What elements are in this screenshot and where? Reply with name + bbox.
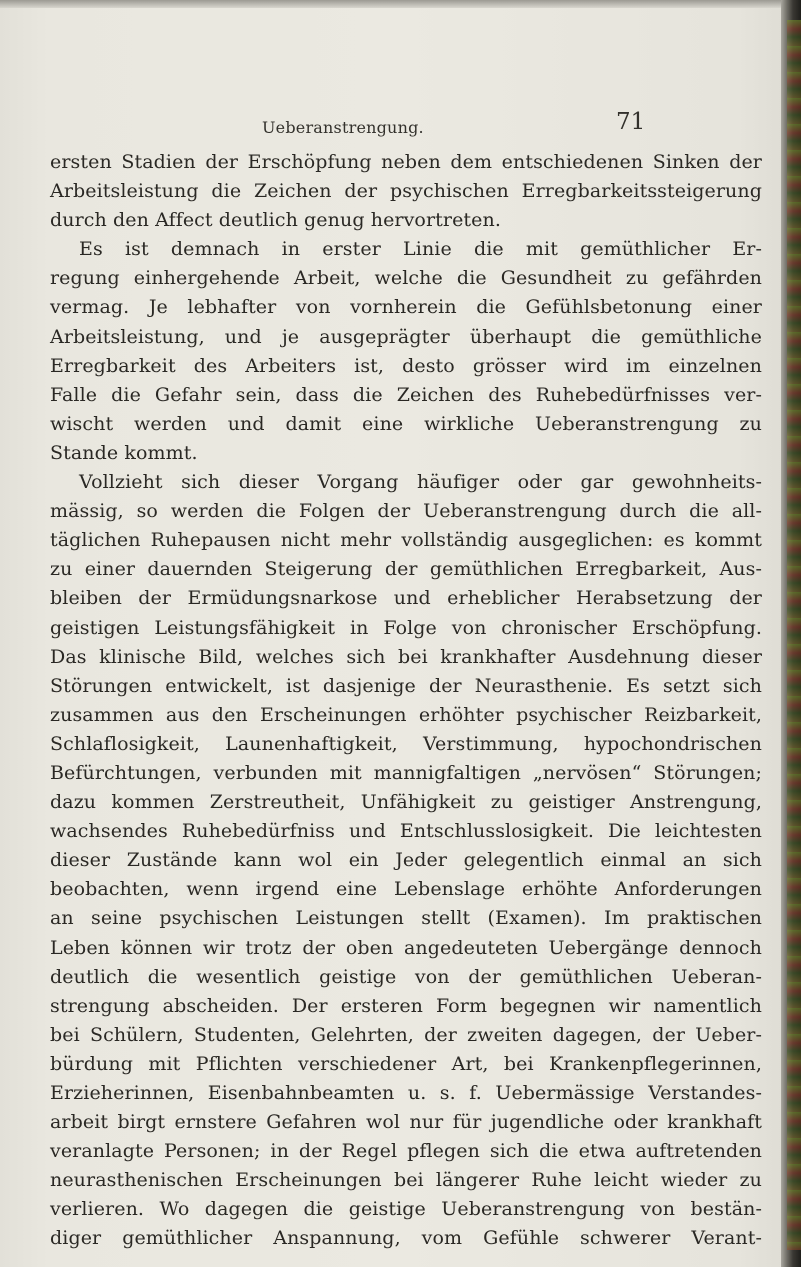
text-line: Das klinische Bild, welches sich bei krankhafter Ausdehnung dieser <box>50 645 762 668</box>
text-line: an seine psychischen Leistungen stellt (Examen). Im praktischen <box>50 907 762 930</box>
text-line: regung einhergehende Arbeit, welche die Gesundheit zu gefährden <box>50 267 762 290</box>
text-line: Es ist demnach in erster Linie die mit gemüthlicher Er- <box>79 238 762 261</box>
text-line: dazu kommen Zerstreutheit, Unfähigkeit zu geistiger Anstrengung, <box>50 791 762 814</box>
text-line: strengung abscheiden. Der ersteren Form begegnen wir namentlich <box>50 994 762 1017</box>
text-line: bürdung mit Pflichten verschiedener Art, bei Krankenpflegerinnen, <box>50 1052 762 1075</box>
page-number: 71 <box>616 109 646 135</box>
text-line: wischt werden und damit eine wirkliche Ueberanstrengung zu <box>50 412 762 435</box>
text-line: vermag. Je lebhafter von vornherein die Gefühlsbetonung einer <box>50 296 762 319</box>
text-line: mässig, so werden die Folgen der Ueberanstrengung durch die all- <box>50 500 762 523</box>
text-line: neurasthenischen Erscheinungen bei längerer Ruhe leicht wieder zu <box>50 1169 762 1192</box>
text-line: verlieren. Wo dagegen die geistige Ueberanstrengung von bestän- <box>50 1198 762 1221</box>
body-text <box>50 148 762 1254</box>
text-line: Arbeitsleistung, und je ausgeprägter überhaupt die gemüthliche <box>50 325 762 348</box>
text-line: Schlaflosigkeit, Launenhaftigkeit, Verstimmung, hypochondrischen <box>50 732 762 755</box>
text-line: arbeit birgt ernstere Gefahren wol nur für jugendliche oder krankhaft <box>50 1111 762 1134</box>
text-line: veranlagte Personen; in der Regel pflegen sich die etwa auftretenden <box>50 1140 762 1163</box>
text-line: ersten Stadien der Erschöpfung neben dem entschiedenen Sinken der <box>50 151 762 173</box>
text-line: Störungen entwickelt, ist dasjenige der Neurasthenie. Es setzt sich <box>50 674 762 697</box>
text-line: wachsendes Ruhebedürfniss und Entschlusslosigkeit. Die leichtesten <box>50 820 762 843</box>
text-line: bleiben der Ermüdungsnarkose und erheblicher Herabsetzung der <box>50 587 762 610</box>
text-line: durch den Affect deutlich genug hervortreten. <box>50 209 501 232</box>
text-line: täglichen Ruhepausen nicht mehr vollständig ausgeglichen: es kommt <box>50 529 762 552</box>
text-line: diger gemüthlicher Anspannung, vom Gefühle schwerer Verant- <box>50 1227 762 1250</box>
text-line: beobachten, wenn irgend eine Lebenslage erhöhte Anforderungen <box>50 878 762 901</box>
text-line: Erregbarkeit des Arbeiters ist, desto grösser wird im einzelnen <box>50 354 762 377</box>
text-line: bei Schülern, Studenten, Gelehrten, der zweiten dagegen, der Ueber- <box>50 1023 762 1046</box>
text-line: Erzieherinnen, Eisenbahnbeamten u. s. f. Uebermässige Verstandes- <box>50 1082 762 1104</box>
text-line: Befürchtungen, verbunden mit mannigfaltigen „nervösen“ Störungen; <box>50 761 762 784</box>
page-top-shadow <box>0 0 801 8</box>
text-line: Leben können wir trotz der oben angedeuteten Uebergänge dennoch <box>50 936 762 959</box>
text-line: Falle die Gefahr sein, dass die Zeichen des Ruhebedürfnisses ver- <box>50 383 762 406</box>
text-line: Vollzieht sich dieser Vorgang häufiger oder gar gewohnheits- <box>79 471 762 494</box>
text-line: geistigen Leistungsfähigkeit in Folge von chronischer Erschöpfung. <box>50 616 762 639</box>
text-line: Stande kommt. <box>50 441 198 464</box>
text-line: zu einer dauernden Steigerung der gemüthlichen Erregbarkeit, Aus- <box>50 558 762 581</box>
running-title: Ueberanstrengung. <box>262 118 424 137</box>
text-line: dieser Zustände kann wol ein Jeder gelegentlich einmal an sich <box>50 849 762 872</box>
text-line: Arbeitsleistung die Zeichen der psychischen Erregbarkeitssteigerung <box>50 180 762 203</box>
book-spine-color-edge <box>787 20 801 1250</box>
text-line: zusammen aus den Erscheinungen erhöhter psychischer Reizbarkeit, <box>50 703 762 726</box>
text-line: deutlich die wesentlich geistige von der gemüthlichen Ueberan- <box>50 965 762 988</box>
